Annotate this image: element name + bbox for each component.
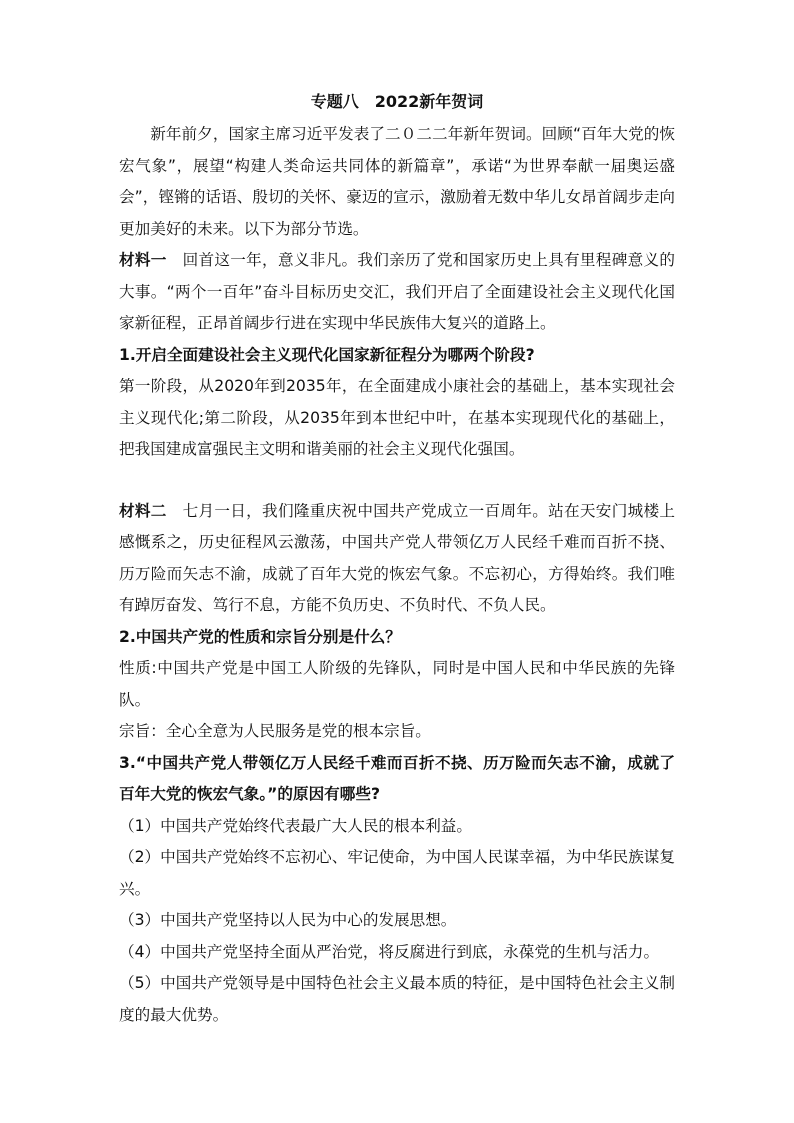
material1-label: 材料一 — [119, 251, 167, 269]
material1-paragraph — [119, 245, 675, 340]
section-gap — [119, 466, 675, 496]
answer-2-nature: 性质:中国共产党是中国工人阶级的先锋队，同时是中国人民和中华民族的先锋队。 — [119, 659, 675, 709]
answer-3-item-5: （5）中国共产党领导是中国特色社会主义最本质的特征，是中国特色社会主义制度的最大优势。 — [119, 974, 675, 1024]
page-title: 专题八 2022新年贺词 — [310, 92, 484, 111]
question-3: 3.“中国共产党人带领亿万人民经千难而百折不挠、历万险而矢志不渝，成就了百年大党的恢宏气象。”的原因有哪些? — [119, 753, 675, 803]
answer-2-purpose: 宗旨：全心全意为人民服务是党的根本宗旨。 — [119, 722, 431, 740]
answer-3-item-3: （3）中国共产党坚持以人民为中心的发展思想。 — [119, 911, 457, 929]
answer-1: 第一阶段，从2020年到2035年，在全面建成小康社会的基础上，基本实现社会主义现代化;第二阶段，从2035年到本世纪中叶，在基本实现现代化的基础上，把我国建成富强民主文明和谐美丽的社会主义现代化强国。 — [119, 377, 675, 458]
intro-paragraph: 新年前夕，国家主席习近平发表了二０二二年新年贺词。回顾“百年大党的恢宏气象”，展望“构建人类命运共同体的新篇章”，承诺“为世界奉献一届奥运盛会”，铿锵的话语、殷切的关怀、豪迈的宣示，激励着无数中华儿女昂首阔步走向更加美好的未来。以下为部分节选。 — [119, 125, 675, 238]
material2-label: 材料二 — [119, 501, 167, 520]
answer-3-item-1: （1）中国共产党始终代表最广大人民的根本利益。 — [119, 816, 472, 835]
question-1: 1.开启全面建设社会主义现代化国家新征程分为哪两个阶段? — [119, 345, 535, 364]
material1-text: 回首这一年，意义非凡。我们亲历了党和国家历史上具有里程碑意义的大事。“两个一百年”奋斗目标历史交汇，我们开启了全面建设社会主义现代化国家新征程，正昂首阔步行进在实现中华民族伟大复兴的道路上。 — [119, 251, 675, 332]
answer-3-item-4: （4）中国共产党坚持全面从严治党，将反腐进行到底，永葆党的生机与活力。 — [119, 942, 660, 961]
answer-3-item-2: （2）中国共产党始终不忘初心、牢记使命，为中国人民谋幸福，为中华民族谋复兴。 — [119, 848, 675, 898]
document-page — [119, 88, 675, 1031]
question-2: 2.中国共产党的性质和宗旨分别是什么？ — [119, 627, 401, 646]
material2-paragraph — [119, 496, 675, 622]
material2-text: 七月一日，我们隆重庆祝中国共产党成立一百周年。站在天安门城楼上感慨系之，历史征程风云激荡，中国共产党人带领亿万人民经千难而百折不挠、历万险而矢志不渝，成就了百年大党的恢宏气象。不忘初心，方得始终。我们唯有踔厉奋发、笃行不息，方能不负历史、不负时代、不负人民。 — [119, 501, 675, 614]
